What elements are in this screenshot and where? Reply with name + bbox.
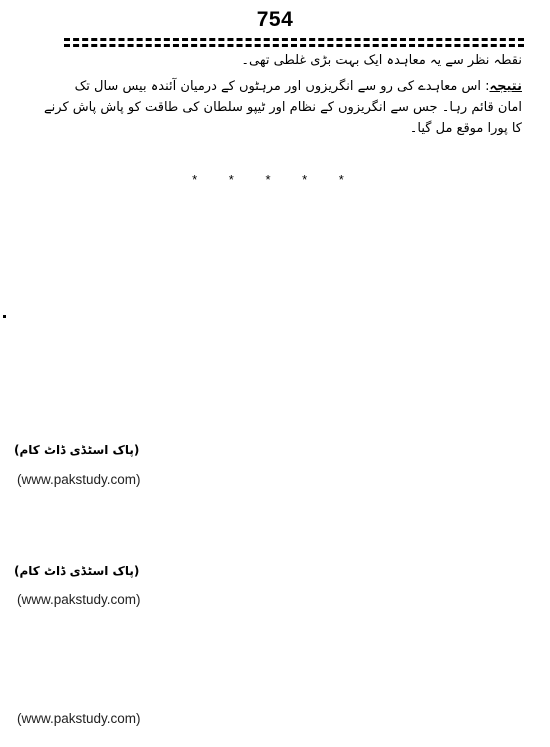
stray-dot xyxy=(3,315,6,318)
header-rule-top xyxy=(64,38,524,41)
result-heading: نتیجہ xyxy=(489,79,522,94)
paragraph-line-1: نقطہ نظر سے یہ معاہدہ ایک بہت بڑی غلطی تھی۔ xyxy=(241,53,522,68)
paragraph-line-4: کا پورا موقع مل گیا۔ xyxy=(409,121,522,136)
watermark-url-3: (www.pakstudy.com) xyxy=(17,711,141,726)
page-number: 754 xyxy=(256,8,294,31)
header-rule-bottom xyxy=(64,44,524,47)
paragraph-line-3: امان قائم رہا۔ جس سے انگریزوں کے نظام اور ٹیپو سلطان کی طاقت کو پاش پاش کرنے xyxy=(44,100,522,115)
watermark-url-1: (www.pakstudy.com) xyxy=(17,472,141,487)
section-separator: * * * * * xyxy=(192,172,358,187)
paragraph-line-2 xyxy=(52,78,522,96)
watermark-urdu-1: (پاک اسٹڈی ڈاٹ کام) xyxy=(14,443,140,457)
watermark-urdu-2: (پاک اسٹڈی ڈاٹ کام) xyxy=(14,564,140,578)
watermark-url-2: (www.pakstudy.com) xyxy=(17,592,141,607)
result-text: : اس معاہدے کی رو سے انگریزوں اور مرہٹوں کے درمیان آئندہ بیس سال تک xyxy=(74,79,490,94)
